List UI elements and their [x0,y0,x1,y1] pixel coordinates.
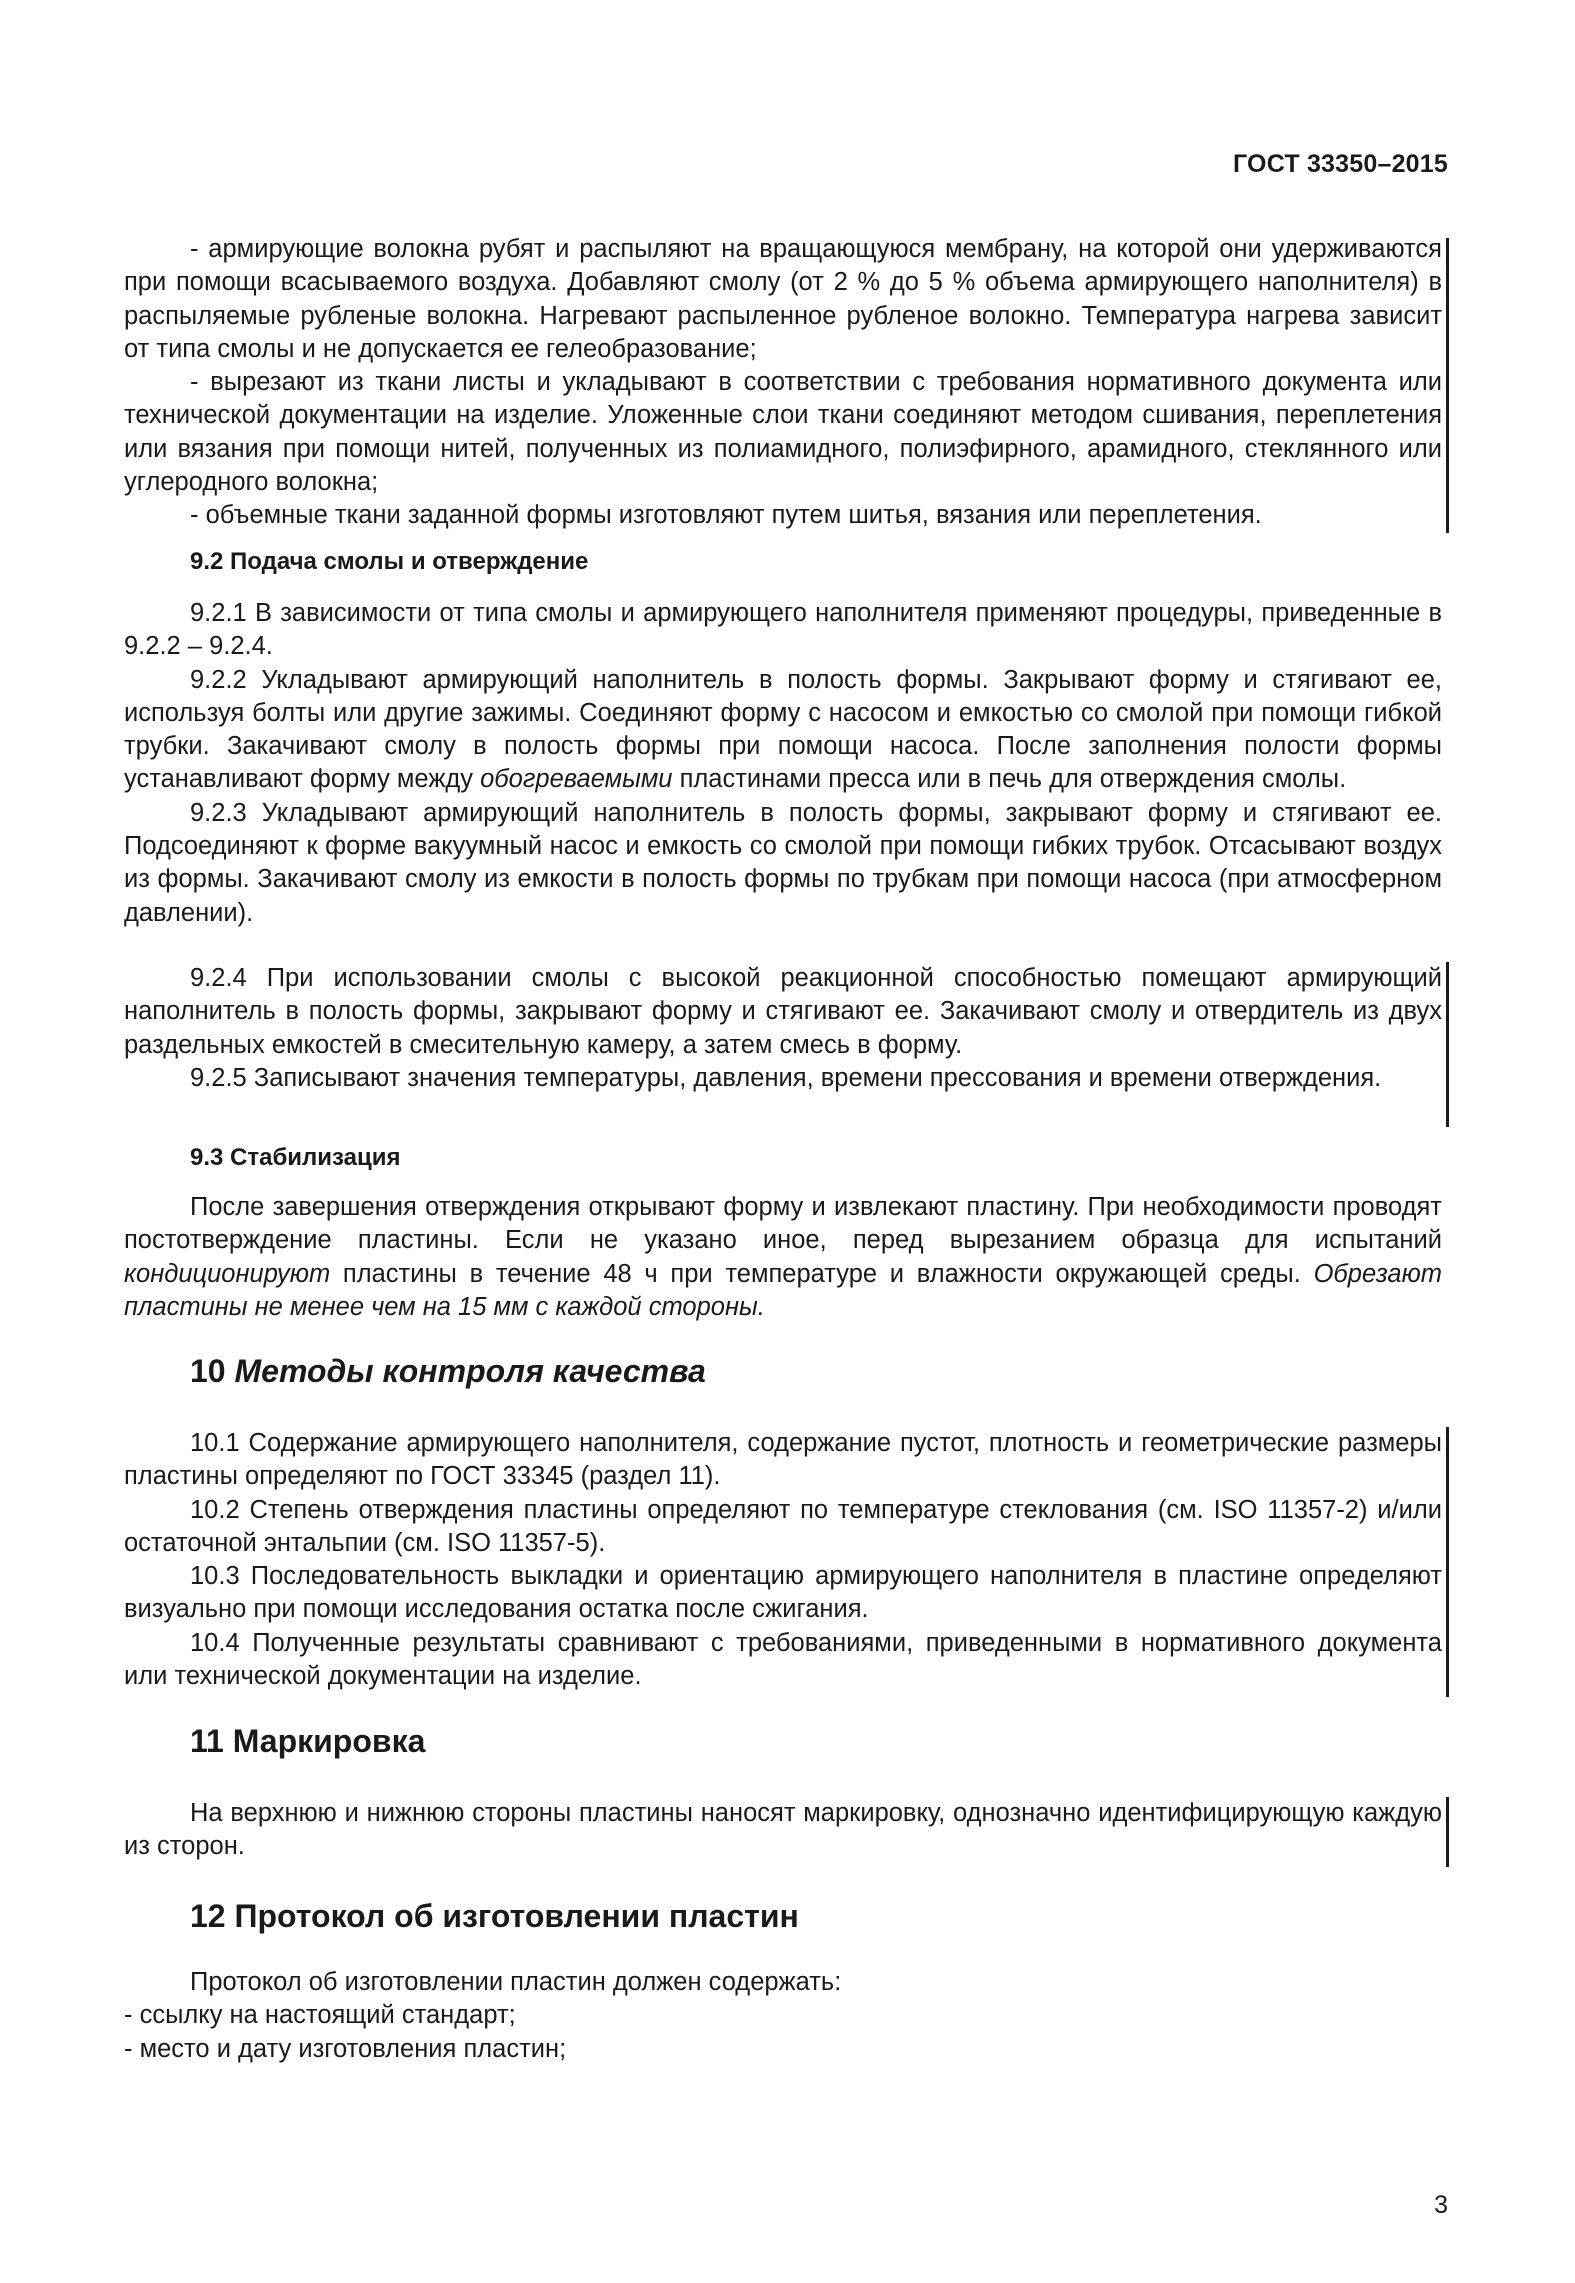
page-number: 3 [1434,2191,1448,2219]
change-bar [1446,962,1449,1127]
change-bar [1446,1427,1449,1697]
text-block-9-2-cont [124,962,1442,1095]
document-number: ГОСТ 33350–2015 [1233,150,1448,178]
paragraph: После завершения отверждения открывают форму и извлекают пластину. При необходимости проводят постотверждение пластины. Если не указано иное, перед вырезанием образца для испытаний кондиционируют пластины в течение 48 ч при температуре и влажности окружающей среды. Обрезают пластины не менее чем на 15 мм с каждой стороны. [124,1193,1442,1321]
paragraph: 10.1 Содержание армирующего наполнителя, содержание пустот, плотность и геометрические размеры пластины определяют по ГОСТ 33345 (раздел 11). [124,1429,1442,1491]
text-block-11 [124,1797,1442,1864]
list-item: - ссылку на настоящий стандарт; [124,2001,516,2030]
paragraph: 9.2.3 Укладывают армирующий наполнитель в полость формы, закрывают форму и стягивают ее. Подсоединяют к форме вакуумный насос и емкость со смолой при помощи гибких трубок. Отсасывают воздух из формы. Закачивают смолу из емкости в полость формы по трубкам при помощи насоса (при атмосферном давлении). [124,798,1442,927]
paragraph: 9.2.1 В зависимости от типа смолы и армирующего наполнителя применяют процедуры, приведенные в 9.2.2 – 9.2.4. [124,599,1442,661]
paragraph: 9.2.5 Записывают значения температуры, давления, времени прессования и времени отверждения. [190,1063,1382,1092]
text-block-9-2 [124,597,1442,930]
change-bar [1446,1797,1449,1867]
paragraph: 9.2.4 При использовании смолы с высокой реакционной способностью помещают армирующий наполнитель в полость формы, закрывают форму и стягивают ее. Закачивают смолу и отвердитель из двух раздельных емкостей в смесительную камеру, а затем смесь в форму. [124,964,1442,1059]
subsection-heading: 9.3 Стабилизация [190,1144,401,1171]
change-bar [1446,238,1449,533]
paragraph: 9.2.2 Укладывают армирующий наполнитель в полость формы. Закрывают форму и стягивают ее, используя болты или другие зажимы. Соединяют форму с насосом и емкостью со смолой при помощи гибкой трубки. Закачивают смолу в полость формы при помощи насоса. После заполнения полости формы устанавливают форму между обогреваемыми пластинами пресса или в печь для отверждения смолы. [124,665,1442,794]
list-item: - вырезают из ткани листы и укладывают в соответствии с требования нормативного документа или технической документации на изделие. Уложенные слои ткани соединяют методом сшивания, переплетения или вязания при помощи нитей, полученных из полиамидного, полиэфирного, арамидного, стеклянного или углеродного волокна; [124,368,1442,497]
paragraph: Протокол об изготовлении пластин должен содержать: [190,1968,842,1996]
subsection-heading: 9.2 Подача смолы и отверждение [190,548,589,575]
section-heading: 10 Методы контроля качества [190,1353,706,1389]
section-heading: 11 Маркировка [190,1723,426,1759]
section-heading: 12 Протокол об изготовлении пластин [190,1898,799,1934]
list-item: - место и дату изготовления пластин; [124,2034,567,2063]
text-block-9-3 [124,1191,1442,1324]
text-block-10 [124,1427,1442,1693]
list-item: - объемные ткани заданной формы изготовляют путем шитья, вязания или переплетения. [190,501,1262,530]
paragraph: 10.3 Последовательность выкладки и ориентацию армирующего наполнителя в пластине определяют визуально при помощи исследования остатка после сжигания. [124,1562,1442,1624]
list-item: - армирующие волокна рубят и распыляют на вращающуюся мембрану, на которой они удерживаются при помощи всасываемого воздуха. Добавляют смолу (от 2 % до 5 % объема армирующего наполнителя) в распыляемые рубленые волокна. Нагревают распыленное рубленое волокно. Температура нагрева зависит от типа смолы и не допускается ее гелеобразование; [124,235,1442,363]
text-block-12 [124,1966,1442,2066]
paragraph: 10.4 Полученные результаты сравнивают с требованиями, приведенными в нормативного документа или технической документации на изделие. [124,1628,1442,1691]
paragraph: На верхнюю и нижнюю стороны пластины наносят маркировку, однозначно идентифицирующую каждую из сторон. [124,1799,1442,1861]
text-block-1 [124,233,1442,533]
paragraph: 10.2 Степень отверждения пластины определяют по температуре стеклования (см. ISO 11357-2) и/или остаточной энтальпии (см. ISO 11357-5). [124,1495,1442,1557]
